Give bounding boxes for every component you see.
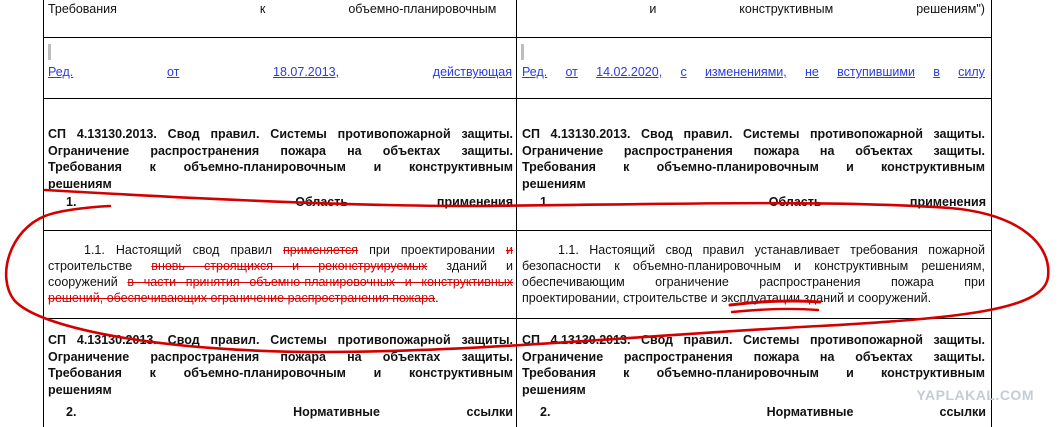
section-number: 2. xyxy=(540,405,551,419)
top-word: объемно-планировочным xyxy=(348,2,497,16)
top-word: решениям") xyxy=(916,2,985,16)
red-underline-annotation xyxy=(730,301,820,305)
header-line: СП 4.13130.2013. Свод правил. Системы противопожарной защиты. xyxy=(48,333,513,347)
para-text: проектировании, строительстве и xyxy=(522,291,722,305)
edition-word[interactable]: с xyxy=(680,65,687,79)
edition-word[interactable]: Ред. xyxy=(522,65,548,79)
section-word: Область xyxy=(295,195,349,209)
deleted-text: решений, обеспечивающих ограничение распространения пожара xyxy=(48,291,436,305)
header-line: СП 4.13130.2013. Свод правил. Системы противопожарной защиты. xyxy=(522,127,985,141)
highlighted-word: эксплуатации xyxy=(721,291,801,305)
edition-word[interactable]: вступившими xyxy=(837,65,915,79)
header-line: решениям xyxy=(522,176,586,191)
edition-word[interactable]: действующая xyxy=(432,65,512,79)
section-word: применения xyxy=(909,195,986,209)
section-word: ссылки xyxy=(939,405,986,419)
deleted-text: вновь строящихся и реконструируемых xyxy=(151,259,428,273)
header-line: Требования к объемно-планировочным и конструктивным xyxy=(48,366,513,380)
para-text: зданий и xyxy=(427,259,513,273)
edition-word[interactable]: не xyxy=(805,65,819,79)
edition-word[interactable]: изменениями, xyxy=(704,65,787,79)
section-number: 1. xyxy=(66,195,77,209)
para-text: . xyxy=(435,291,439,305)
para-text: 1.1. Настоящий свод правил xyxy=(84,243,284,257)
section-word: Нормативные xyxy=(766,405,854,419)
edition-word[interactable]: силу xyxy=(958,65,985,79)
top-word: Требования xyxy=(48,2,117,16)
para-text: зданий и сооружений. xyxy=(800,291,932,305)
edition-word[interactable]: 14.02.2020, xyxy=(596,65,663,79)
header-line: Ограничение распространения пожара на объектах защиты. xyxy=(48,143,513,158)
section-number: 1. xyxy=(540,195,551,209)
header-line: Ограничение распространения пожара на объектах защиты. xyxy=(48,349,513,364)
edition-word[interactable]: Ред. xyxy=(48,65,74,79)
header-line: Ограничение распространения пожара на объектах защиты. xyxy=(522,349,985,364)
section-word: ссылки xyxy=(466,405,513,419)
top-word: и xyxy=(649,2,657,16)
red-ellipse-annotation xyxy=(6,190,1048,352)
site-watermark: YAPLAKAL.COM xyxy=(916,387,1034,403)
header-line: Требования к объемно-планировочным и конструктивным xyxy=(522,160,985,174)
para-text: при проектировании xyxy=(358,243,506,257)
para-line: обеспечивающим ограничение распространения пожара при xyxy=(522,275,985,289)
section-word: Нормативные xyxy=(293,405,380,419)
deleted-text: и xyxy=(506,243,513,257)
para-text: строительстве xyxy=(48,259,152,273)
header-line: СП 4.13130.2013. Свод правил. Системы противопожарной защиты. xyxy=(522,333,985,347)
header-line: Ограничение распространения пожара на объектах защиты. xyxy=(522,143,985,158)
header-line: решениям xyxy=(48,176,112,191)
top-word: к xyxy=(259,2,266,16)
para-line: 1.1. Настоящий свод правил устанавливает требования пожарной xyxy=(558,243,985,257)
red-underline-annotation xyxy=(732,309,818,312)
edition-word[interactable]: от xyxy=(565,65,578,79)
header-line: СП 4.13130.2013. Свод правил. Системы противопожарной защиты. xyxy=(48,127,513,141)
header-line: решениям xyxy=(522,382,586,397)
section-number: 2. xyxy=(66,405,77,419)
deleted-text: в части принятия объемно-планировочных и конструктивных xyxy=(127,275,514,289)
edition-word[interactable]: в xyxy=(933,65,940,79)
header-line: решениям xyxy=(48,382,112,397)
section-word: Область xyxy=(768,195,822,209)
section-word: применения xyxy=(436,195,513,209)
edition-word[interactable]: 18.07.2013, xyxy=(273,65,340,79)
para-line: безопасности к объемно-планировочным и конструктивным решениям, xyxy=(522,259,985,273)
top-word: конструктивным xyxy=(739,2,834,16)
para-text: сооружений xyxy=(48,275,128,289)
header-line: Требования к объемно-планировочным и конструктивным xyxy=(522,366,985,380)
deleted-text: применяется xyxy=(283,243,359,257)
edition-word[interactable]: от xyxy=(166,65,180,79)
header-line: Требования к объемно-планировочным и конструктивным xyxy=(48,160,513,174)
